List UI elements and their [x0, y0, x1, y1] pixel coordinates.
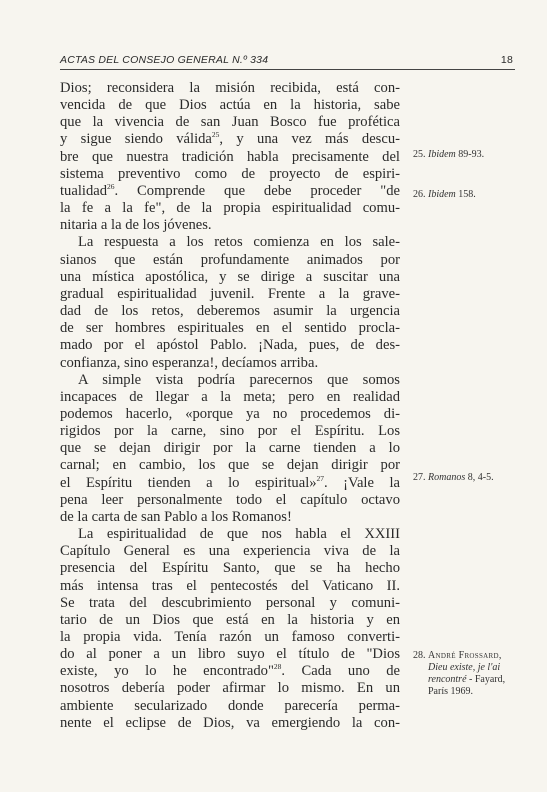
footnote-number: 28.: [413, 650, 426, 661]
footnote-ref-25: 25: [211, 130, 220, 140]
text-line: Se trata del descubrimiento personal y comuni-: [60, 594, 400, 611]
footnote-work: Romanos: [428, 472, 466, 483]
footnote-number: 25.: [413, 149, 426, 160]
text-line: podemos hacerlo, «porque ya no procedemos di-: [60, 405, 400, 422]
text-line: sistema preventivo como de proyecto de espiri-: [60, 165, 400, 182]
publication-title: ACTAS DEL CONSEJO GENERAL N.º 334: [60, 54, 269, 66]
text-line: Dios; reconsidera la misión recibida, está con-: [60, 80, 400, 96]
page-number: 18: [500, 54, 513, 66]
footnote-author: André Frossard,: [428, 650, 502, 661]
text-line: sianos que están profundamente animados por: [60, 251, 400, 268]
text-line: A simple vista podría parecernos que somos: [78, 371, 400, 388]
text-line: de ser hombres espirituales en el sentido procla-: [60, 320, 400, 337]
text-segment: tualidad: [60, 182, 108, 199]
text-line: incapaces de llegar a la meta; pero en realidad: [60, 388, 400, 405]
text-line: que la vivencia de san Juan Bosco fue profética: [60, 114, 400, 131]
text-line: bre que nuestra tradición habla precisamente del: [60, 148, 400, 165]
main-text: [60, 80, 400, 732]
footnote-reference: 158.: [458, 189, 476, 200]
text-line: [60, 131, 400, 148]
text-line: gradual espiritualidad juvenil. Frente a la grave-: [60, 285, 400, 302]
footnote-work: Ibidem: [428, 149, 456, 160]
footnote-work: Ibidem: [428, 189, 456, 200]
footnote-ref-27: 27: [316, 473, 325, 483]
text-line: La espiritualidad de que nos habla el XXIII: [78, 526, 400, 543]
running-header: [60, 51, 515, 70]
footnote-number: 27.: [413, 472, 426, 483]
footnote-reference: 8, 4-5.: [467, 472, 494, 483]
footnote-line: [413, 674, 513, 686]
footnote-line: [413, 650, 513, 662]
text-line: pena leer personalmente todo el capítulo octavo: [60, 491, 400, 508]
footnote-27: [413, 472, 494, 484]
paragraph-2: [60, 234, 400, 371]
paragraph-3: [60, 372, 400, 526]
text-line: nitaria a la de los jóvenes.: [60, 217, 212, 234]
text-line: que se dejan dirigir por la carne tienden a lo: [60, 440, 400, 457]
text-segment: . ¡Vale la: [324, 474, 400, 491]
text-line: rigidos por la carne, sino por el Espíritu. Los: [60, 423, 400, 440]
text-segment: el Espíritu tienden a lo espiritual»: [60, 474, 317, 491]
footnote-place: París 1969.: [428, 686, 473, 697]
footnote-25: [413, 149, 484, 161]
text-line: una mística apostólica, y se dirige a suscitar una: [60, 268, 400, 285]
text-line: nosotros debería poder afirmar lo mismo. En un: [60, 680, 400, 697]
text-segment: y sigue siendo válida: [60, 131, 212, 148]
text-line: La respuesta a los retos comienza en los sale-: [78, 234, 400, 251]
text-line: mado por el apóstol Pablo. ¡Nada, pues, de des-: [60, 337, 400, 354]
text-segment: . Cada uno de: [281, 663, 400, 680]
footnote-ref-28: 28: [273, 662, 282, 672]
text-line: dad de los retos, deberemos asumir la urgencia: [60, 303, 400, 320]
text-line: la propia vida. Tenía razón un famoso converti-: [60, 629, 400, 645]
footnote-26: [413, 189, 476, 201]
footnote-line: [413, 686, 513, 698]
footnote-line: [413, 662, 513, 674]
text-line: Capítulo General es una experiencia viva de la: [60, 543, 400, 560]
text-line: de la carta de san Pablo a los Romanos!: [60, 508, 292, 525]
footnote-work: rencontré: [428, 674, 467, 685]
footnote-work: Dieu existe, je l'ai: [428, 662, 501, 673]
text-line: vencida de que Dios actúa en la historia, sabe: [60, 97, 400, 114]
footnote-reference: 89-93.: [458, 149, 485, 160]
text-line: confianza, sino esperanza!, decíamos arriba.: [60, 354, 319, 371]
text-line: [60, 663, 400, 680]
text-line: carnal; en cambio, los que se dejan dirigir por: [60, 457, 400, 474]
text-segment: , y una vez más descu-: [219, 131, 400, 148]
text-segment: existe, yo lo he encontrado": [60, 663, 274, 680]
paragraph-1: [60, 80, 400, 234]
footnote-28: [413, 650, 513, 698]
text-line: más intensa tras el pentecostés del Vaticano II.: [60, 577, 400, 594]
footnote-number: 26.: [413, 189, 426, 200]
footnote-ref-26: 26: [107, 181, 115, 191]
text-line: presencia del Espíritu Santo, que se ha hecho: [60, 560, 400, 577]
text-line: ambiente secularizado donde parecería perma-: [60, 697, 400, 714]
text-line: do al poner a un libro suyo el título de "Dios: [60, 646, 400, 663]
text-segment: . Comprende que debe proceder "de: [114, 182, 400, 199]
paragraph-4: [60, 526, 400, 732]
text-line: la fe a la fe", de la propia espiritualidad comu-: [60, 200, 400, 217]
footnote-publisher: - Fayard,: [466, 674, 506, 685]
text-line: nente el eclipse de Dios, va emergiendo la con-: [60, 714, 400, 731]
text-line: tario de un Dios que está en la historia y en: [60, 611, 400, 628]
text-line: [60, 475, 400, 492]
text-line: [60, 183, 400, 200]
